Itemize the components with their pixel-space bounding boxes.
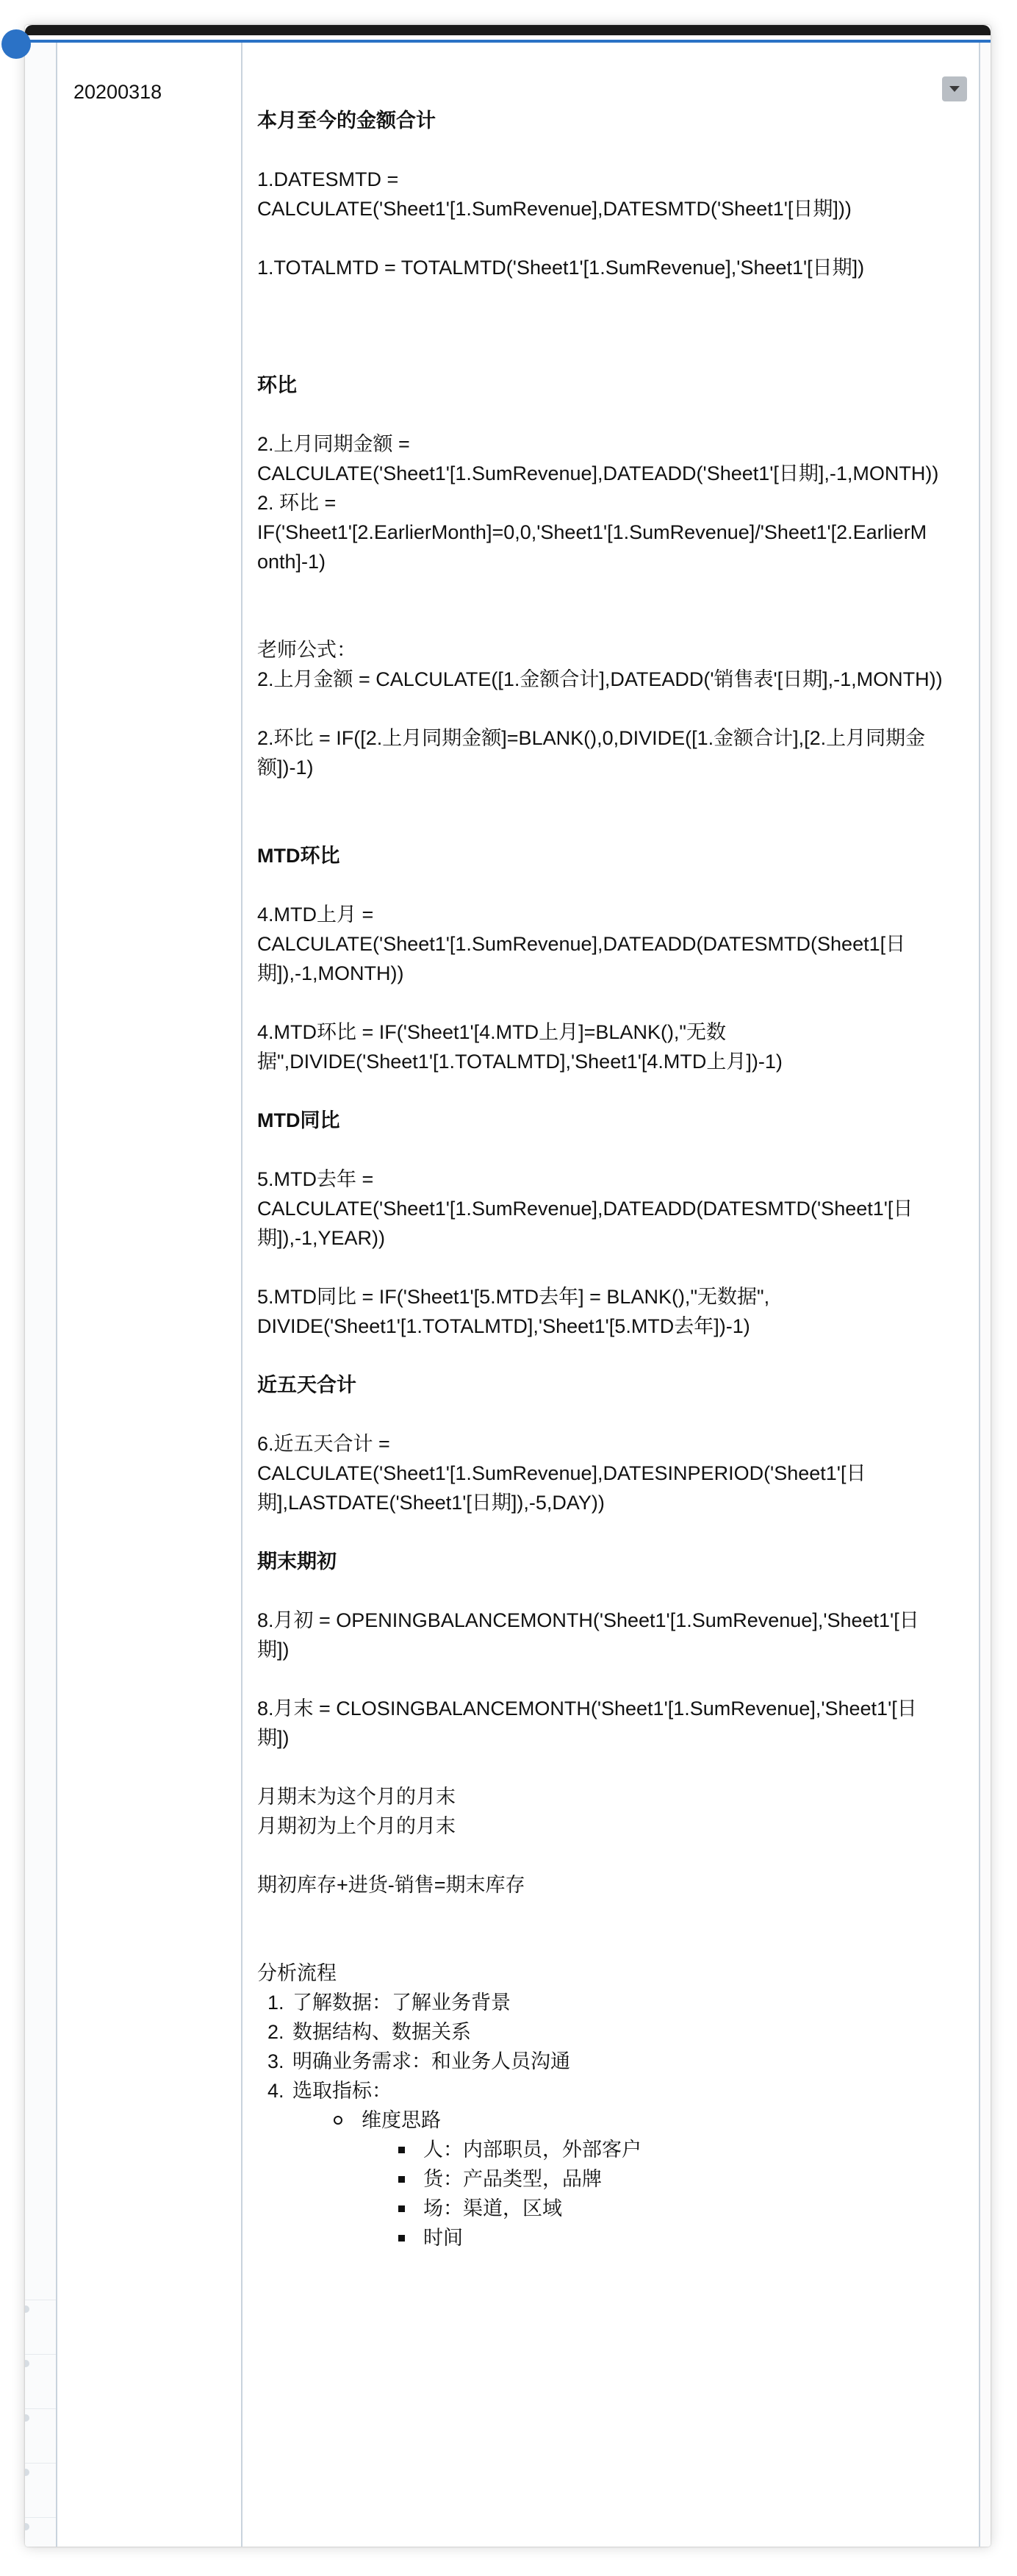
row-gutter xyxy=(25,43,57,2547)
formula-line: 6.近五天合计 = xyxy=(257,1433,390,1455)
sub-list-item xyxy=(359,2105,963,2253)
section-title-mtd: 本月至今的金额合计 xyxy=(257,110,436,132)
note-window xyxy=(25,25,991,2547)
section-title-mom: 环比 xyxy=(257,374,297,396)
formula-line: 5.MTD去年 = xyxy=(257,1168,374,1190)
date-value: 20200318 xyxy=(73,81,162,103)
list-item: 3. 明确业务需求：和业务人员沟通 xyxy=(290,2047,963,2076)
section-title-mtd-mom: MTD环比 xyxy=(257,845,340,867)
cell-dropdown-button[interactable] xyxy=(942,76,967,101)
formula-line: 2.上月金额 = CALCULATE([1.金额合计],DATEADD('销售表'[日期],-1,MONTH)) xyxy=(257,668,943,690)
right-edge xyxy=(979,43,991,2547)
sub-list-item-label: 维度思路 xyxy=(362,2109,441,2131)
list-item-label: 选取指标： xyxy=(292,2080,392,2102)
formula-line: DIVIDE('Sheet1'[1.TOTALMTD],'Sheet1'[5.MTD去年])-1) xyxy=(257,1315,750,1337)
formula-line: CALCULATE('Sheet1'[1.SumRevenue],DATEADD(DATESMTD('Sheet1'[日 xyxy=(257,1198,913,1220)
window-top-bar xyxy=(25,25,991,35)
note-line: 月期末为这个月的月末 xyxy=(257,1786,456,1808)
row-handle-icon[interactable] xyxy=(25,2523,29,2530)
analysis-steps-list xyxy=(257,1988,963,2253)
sub-list xyxy=(292,2105,963,2253)
flow-title: 分析流程 xyxy=(257,1962,337,1984)
notes-cell[interactable] xyxy=(242,43,980,2547)
date-cell[interactable] xyxy=(57,43,242,2547)
gutter-divider xyxy=(25,2517,56,2518)
formula-line: 期]) xyxy=(257,1727,290,1749)
formula-line: 期]) xyxy=(257,1639,290,1661)
teacher-label: 老师公式： xyxy=(257,639,356,661)
section-title-opening-closing: 期末期初 xyxy=(257,1550,337,1573)
formula-line: CALCULATE('Sheet1'[1.SumRevenue],DATESINPERIOD('Sheet1'[日 xyxy=(257,1462,866,1484)
formula-line: 期]),-1,YEAR)) xyxy=(257,1227,386,1249)
dimension-item: 人：内部职员，外部客户 xyxy=(420,2135,963,2164)
formula-line: 4.MTD上月 = xyxy=(257,904,374,926)
gutter-divider xyxy=(25,2354,56,2355)
row-indicator-icon xyxy=(1,29,31,59)
formula-line: 8.月初 = OPENINGBALANCEMONTH('Sheet1'[1.SumRevenue],'Sheet1'[日 xyxy=(257,1609,919,1631)
formula-line: 额])-1) xyxy=(257,756,314,779)
notes-content xyxy=(257,106,963,2253)
gutter-divider xyxy=(25,2408,56,2409)
formula-line: CALCULATE('Sheet1'[1.SumRevenue],DATESMTD('Sheet1'[日期])) xyxy=(257,198,852,220)
formula-line: 期]),-1,MONTH)) xyxy=(257,962,404,984)
chevron-down-icon xyxy=(949,85,960,93)
dimension-item: 时间 xyxy=(420,2223,963,2253)
formula-line: 期],LASTDATE('Sheet1'[日期]),-5,DAY)) xyxy=(257,1492,605,1514)
formula-line: 8.月末 = CLOSINGBALANCEMONTH('Sheet1'[1.SumRevenue],'Sheet1'[日 xyxy=(257,1697,917,1720)
formula-line: 4.MTD环比 = IF('Sheet1'[4.MTD上月]=BLANK(),"无数 xyxy=(257,1021,727,1043)
formula-line: 2.环比 = IF([2.上月同期金额]=BLANK(),0,DIVIDE([1.金额合计],[2.上月同期金 xyxy=(257,727,926,749)
formula-line: CALCULATE('Sheet1'[1.SumRevenue],DATEADD('Sheet1'[日期],-1,MONTH)) xyxy=(257,462,939,484)
note-line: 期初库存+进货-销售=期末库存 xyxy=(257,1874,525,1896)
note-line: 月期初为上个月的月末 xyxy=(257,1815,456,1837)
row-handle-icon[interactable] xyxy=(25,2360,29,2367)
formula-line: 2.上月同期金额 = xyxy=(257,433,410,455)
list-item: 1. 了解数据：了解业务背景 xyxy=(290,1988,963,2017)
section-title-mtd-yoy: MTD同比 xyxy=(257,1109,340,1131)
formula-line: 1.TOTALMTD = TOTALMTD('Sheet1'[1.SumRevenue],'Sheet1'[日期]) xyxy=(257,257,865,279)
row-handle-icon[interactable] xyxy=(25,2305,29,2313)
dimension-item: 货：产品类型，品牌 xyxy=(420,2164,963,2194)
gutter-divider xyxy=(25,2463,56,2464)
section-title-5day: 近五天合计 xyxy=(257,1374,356,1396)
dimension-item: 场：渠道，区域 xyxy=(420,2194,963,2223)
list-item xyxy=(290,2076,963,2253)
formula-line: onth]-1) xyxy=(257,551,326,573)
formula-line: 1.DATESMTD = xyxy=(257,168,399,190)
formula-line: 2. 环比 = xyxy=(257,492,337,514)
formula-line: 据",DIVIDE('Sheet1'[1.TOTALMTD],'Sheet1'[4.MTD上月])-1) xyxy=(257,1051,783,1073)
row-handle-icon[interactable] xyxy=(25,2414,29,2422)
formula-line: IF('Sheet1'[2.EarlierMonth]=0,0,'Sheet1'[1.SumRevenue]/'Sheet1'[2.EarlierM xyxy=(257,521,927,543)
formula-line: 5.MTD同比 = IF('Sheet1'[5.MTD去年] = BLANK(),"无数据", xyxy=(257,1286,770,1308)
list-item: 2. 数据结构、数据关系 xyxy=(290,2017,963,2047)
dimension-list xyxy=(362,2135,963,2253)
formula-line: CALCULATE('Sheet1'[1.SumRevenue],DATEADD(DATESMTD(Sheet1[日 xyxy=(257,933,906,955)
row-handle-icon[interactable] xyxy=(25,2469,29,2476)
